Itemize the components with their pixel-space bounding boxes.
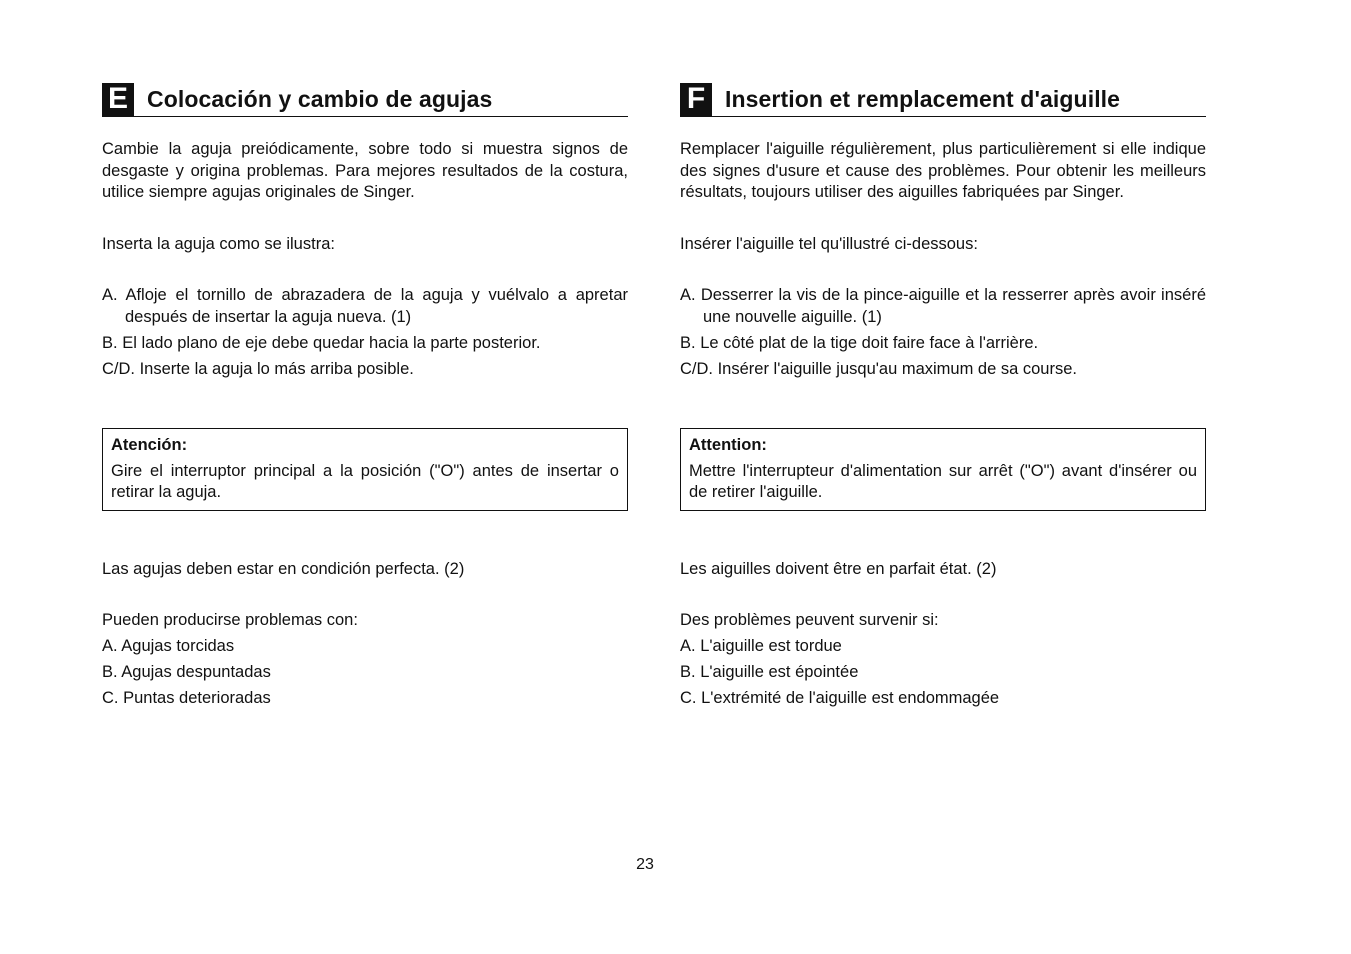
problem-item-b: B. L'aiguille est épointée (680, 663, 859, 681)
problem-item-a: A. Agujas torcidas (102, 637, 235, 655)
insert-instruction: Insérer l'aiguille tel qu'illustré ci-dessous: (680, 234, 978, 253)
step-item-a: A. Afloje el tornillo de abrazadera de la aguja y vuélvalo a apretar después de insertar la aguja nueva. (1) (102, 286, 628, 326)
problems-intro: Pueden producirse problemas con: (102, 611, 358, 629)
section-spanish (102, 82, 628, 710)
problems-intro: Des problèmes peuvent survenir si: (680, 611, 939, 629)
language-badge-e: E (102, 83, 134, 116)
step-item-b: B. Le côté plat de la tige doit faire face à l'arrière. (680, 333, 1039, 352)
problem-item-c: C. Puntas deterioradas (102, 689, 271, 707)
insert-instruction: Inserta la aguja como se ilustra: (102, 234, 335, 253)
problem-list (680, 636, 1206, 710)
section-title: Insertion et remplacement d'aiguille (725, 85, 1121, 112)
step-item-cd: C/D. Inserte la aguja lo más arriba posible. (102, 359, 414, 378)
warning-box (680, 428, 1206, 511)
section-french (680, 82, 1206, 710)
warning-text: Mettre l'interrupteur d'alimentation sur arrêt ("O") avant d'insérer ou de retirer l'aiguille. (689, 461, 1197, 501)
warning-title: Attention: (689, 436, 767, 454)
intro-paragraph: Cambie la aguja preiódicamente, sobre todo si muestra signos de desgaste y origina problemas. Para mejores resultados de la costura, utilice siempre agujas originales de Singer. (102, 140, 628, 201)
problem-list (102, 636, 628, 710)
problem-item-b: B. Agujas despuntadas (102, 663, 271, 681)
warning-box (102, 428, 628, 511)
step-item-cd: C/D. Insérer l'aiguille jusqu'au maximum de sa course. (680, 359, 1077, 378)
step-list (102, 285, 628, 380)
condition-text: Les aiguilles doivent être en parfait état. (2) (680, 559, 997, 578)
problem-item-a: A. L'aiguille est tordue (680, 637, 842, 655)
problem-item-c: C. L'extrémité de l'aiguille est endommagée (680, 689, 1000, 707)
section-heading (680, 82, 1206, 117)
language-badge-f: F (680, 83, 712, 116)
intro-paragraph: Remplacer l'aiguille régulièrement, plus particulièrement si elle indique des signes d'usure et cause des problèmes. Pour obtenir les meilleurs résultats, toujours utiliser des aiguilles fabriquées par Singer. (680, 140, 1206, 201)
condition-text: Las agujas deben estar en condición perfecta. (2) (102, 559, 465, 578)
warning-text: Gire el interruptor principal a la posición ("O") antes de insertar o retirar la aguja. (111, 461, 619, 501)
step-list (680, 285, 1206, 380)
step-item-b: B. El lado plano de eje debe quedar hacia la parte posterior. (102, 333, 541, 352)
page-number: 23 (636, 856, 654, 873)
section-heading (102, 82, 628, 117)
section-title: Colocación y cambio de agujas (147, 85, 493, 112)
step-item-a: A. Desserrer la vis de la pince-aiguille et la resserrer après avoir inséré une nouvelle aiguille. (1) (680, 286, 1206, 326)
warning-title: Atención: (111, 436, 188, 454)
